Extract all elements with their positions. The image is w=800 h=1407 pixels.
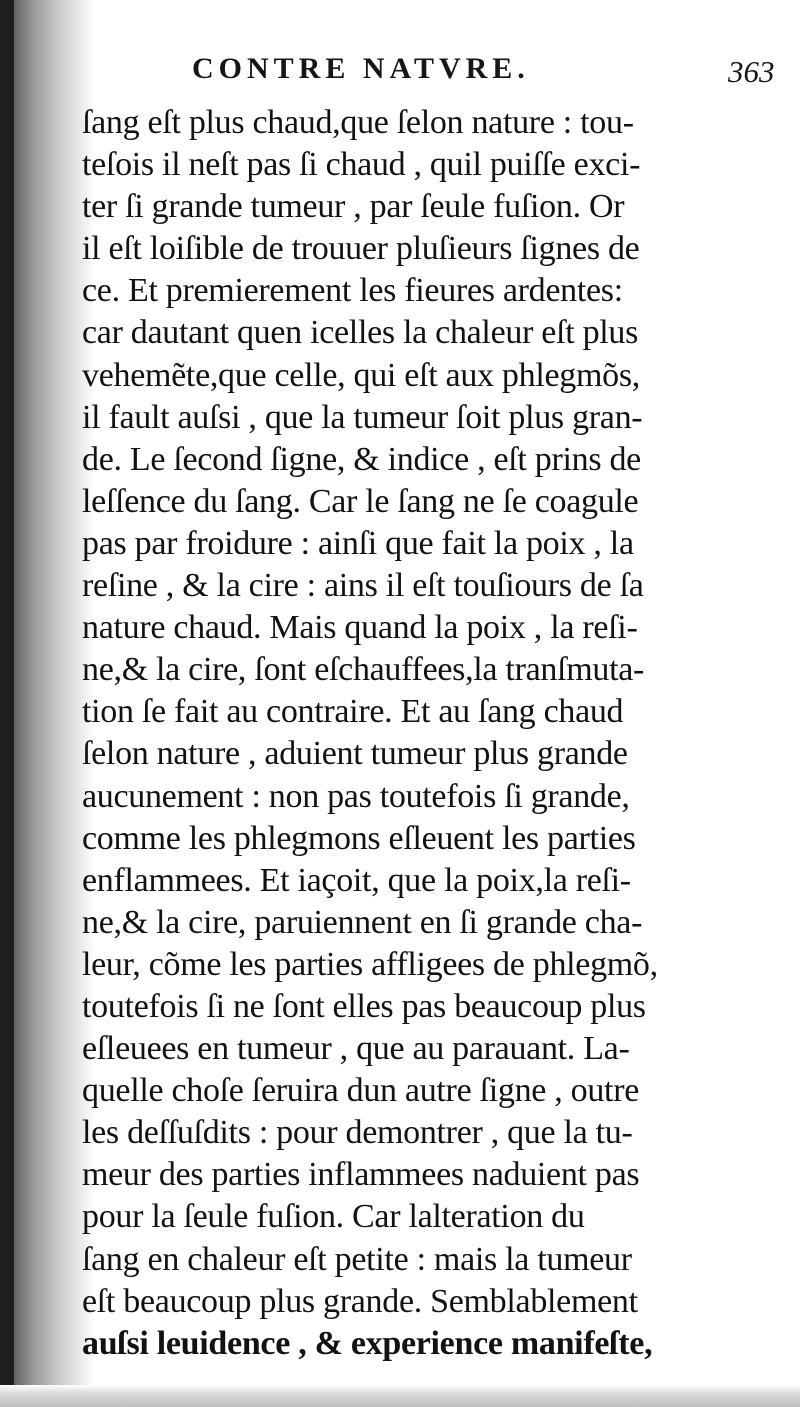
text-line: nature chaud. Mais quand la poix , la reſi-: [82, 609, 638, 647]
text-line: pas par froidure : ainſi que fait la poix , la: [82, 524, 634, 562]
text-line: auſsi leuidence , & experience manifeſte,: [82, 1324, 653, 1362]
text-line: vehemẽte,que celle, qui eſt aux phlegmõs,: [82, 356, 640, 394]
text-line: meur des parties inflammees naduient pas: [82, 1156, 640, 1194]
page-bottom-edge: [0, 1385, 800, 1407]
text-line: aucunement : non pas toutefois ſi grande,: [82, 777, 630, 815]
running-head: [82, 38, 782, 88]
text-line: de. Le ſecond ſigne, & indice , eſt prins de: [82, 440, 641, 478]
text-line: ſelon nature , aduient tumeur plus grande: [82, 735, 628, 773]
text-line: leſſence du ſang. Car le ſang ne ſe coagule: [82, 482, 639, 520]
text-line: tion ſe fait au contraire. Et au ſang chaud: [82, 693, 624, 731]
text-line: reſine , & la cire : ains il eſt touſiours de ſa: [82, 567, 644, 605]
text-line: eſt beaucoup plus grande. Semblablement: [82, 1282, 638, 1320]
text-line: ſang eſt plus chaud,que ſelon nature : tou-: [82, 104, 634, 141]
page-gutter-shadow: [0, 0, 95, 1407]
body-text: [82, 102, 782, 1365]
text-line: les deſſuſdits : pour demontrer , que la tu-: [82, 1114, 633, 1152]
text-line: ſang en chaleur eſt petite : mais la tumeur: [82, 1240, 632, 1278]
text-line: quelle choſe ſeruira dun autre ſigne , outre: [82, 1072, 640, 1110]
text-line: comme les phlegmons eſleuent les parties: [82, 819, 636, 857]
text-line: toutefois ſi ne ſont elles pas beaucoup plus: [82, 987, 646, 1025]
running-title: CONTRE NATVRE.: [192, 52, 530, 85]
text-line: car dautant quen icelles la chaleur eſt plus: [82, 314, 639, 352]
text-line: ne,& la cire, ſont eſchauffees,la tranſmuta-: [82, 651, 645, 689]
text-line: il fault auſsi , que la tumeur ſoit plus gran-: [82, 398, 643, 436]
text-line: ter ſi grande tumeur , par ſeule fuſion. Or: [82, 188, 625, 226]
text-line: ne,& la cire, paruiennent en ſi grande cha-: [82, 903, 643, 941]
page-number: 363: [728, 54, 775, 89]
text-line: il eſt loiſible de trouuer pluſieurs ſignes de: [82, 230, 640, 268]
text-line: enflammees. Et iaçoit, que la poix,la reſi-: [82, 861, 631, 899]
page-binding-edge: [0, 0, 14, 1407]
text-line: teſois il neſt pas ſi chaud , quil puiſſe exci-: [82, 146, 641, 184]
book-page: [82, 38, 782, 1365]
text-line: pour la ſeule fuſion. Car lalteration du: [82, 1198, 585, 1236]
text-line: eſleuees en tumeur , que au parauant. La-: [82, 1030, 630, 1068]
text-line: leur, cõme les parties affligees de phlegmõ,: [82, 945, 658, 983]
text-line: ce. Et premierement les fieures ardentes:: [82, 272, 623, 310]
